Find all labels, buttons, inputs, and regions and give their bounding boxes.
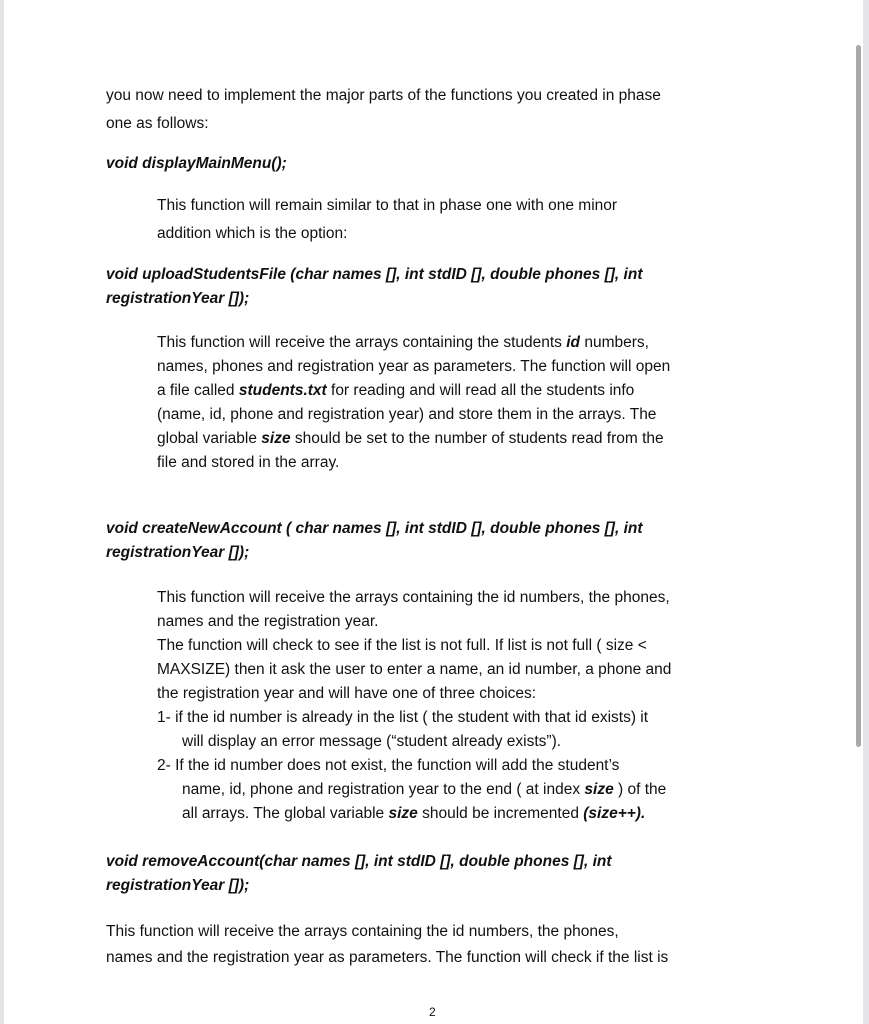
emphasized-text: registrationYear []);	[106, 290, 250, 307]
vertical-scrollbar[interactable]	[856, 45, 861, 747]
text-line	[157, 684, 536, 704]
viewer-left-border	[0, 0, 4, 1024]
emphasized-text: (size++).	[583, 805, 646, 822]
text-line	[157, 660, 671, 680]
text-segment: a file called	[157, 382, 239, 399]
text-segment: file and stored in the array.	[157, 454, 340, 471]
emphasized-text: size	[261, 430, 291, 447]
emphasized-text: void removeAccount(char names [], int stdID [], double phones [], int	[106, 853, 612, 870]
emphasized-text: size	[584, 781, 614, 798]
text-line	[106, 922, 619, 942]
emphasized-text: registrationYear []);	[106, 877, 250, 894]
emphasized-text: void uploadStudentsFile (char names [], int stdID [], double phones [], int	[106, 266, 643, 283]
text-segment: global variable	[157, 430, 262, 447]
emphasized-text: students.txt	[238, 382, 327, 399]
text-segment: the registration year and will have one of three choices:	[157, 685, 537, 702]
emphasized-text: id	[566, 334, 581, 351]
text-segment: all arrays. The global variable	[182, 805, 389, 822]
text-segment: names and the registration year as parameters. The function will check if the list is	[106, 949, 669, 966]
text-line	[106, 114, 209, 134]
text-line	[106, 289, 249, 309]
text-line	[182, 804, 645, 824]
text-segment: ) of the	[613, 781, 667, 798]
text-line	[106, 519, 643, 539]
emphasized-text: size	[388, 805, 418, 822]
text-segment: one as follows:	[106, 115, 209, 132]
text-line	[106, 86, 661, 106]
text-line	[157, 588, 670, 608]
text-segment: should be incremented	[417, 805, 584, 822]
text-segment: will display an error message (“student already exists”).	[182, 733, 562, 750]
text-segment: 2- If the id number does not exist, the function will add the student’s	[157, 757, 620, 774]
text-segment: MAXSIZE) then it ask the user to enter a name, an id number, a phone and	[157, 661, 672, 678]
text-segment: you now need to implement the major parts of the functions you created in phase	[106, 87, 661, 104]
text-segment: This function will receive the arrays containing the id numbers, the phones,	[106, 923, 619, 940]
text-line	[157, 381, 634, 401]
text-segment: names and the registration year.	[157, 613, 379, 630]
text-line	[106, 948, 668, 968]
text-segment: The function will check to see if the list is not full. If list is not full ( size <	[157, 637, 647, 654]
text-line	[106, 265, 642, 285]
text-segment: addition which is the option:	[157, 225, 348, 242]
emphasized-text: void displayMainMenu();	[106, 155, 287, 172]
text-segment: names, phones and registration year as parameters. The function will open	[157, 358, 671, 375]
text-line	[157, 708, 648, 728]
text-segment: for reading and will read all the students info	[326, 382, 635, 399]
text-segment: This function will remain similar to that in phase one with one minor	[157, 197, 618, 214]
viewer-right-border	[863, 0, 869, 1024]
text-line	[157, 357, 670, 377]
text-segment: name, id, phone and registration year to the end ( at index	[182, 781, 585, 798]
text-line	[157, 333, 649, 353]
page-number: 2	[429, 1005, 436, 1019]
text-line	[157, 224, 347, 244]
text-line	[106, 154, 287, 174]
text-segment: This function will receive the arrays containing the students	[157, 334, 567, 351]
text-line	[106, 852, 612, 872]
text-segment: should be set to the number of students read from the	[290, 430, 664, 447]
text-segment: This function will receive the arrays containing the id numbers, the phones,	[157, 589, 670, 606]
text-segment: numbers,	[580, 334, 649, 351]
text-line	[157, 453, 339, 473]
text-line	[157, 756, 619, 776]
text-line	[157, 429, 664, 449]
text-line	[157, 196, 617, 216]
text-line	[106, 876, 249, 896]
text-line	[157, 405, 656, 425]
emphasized-text: void createNewAccount ( char names [], int stdID [], double phones [], int	[106, 520, 643, 537]
text-line	[157, 636, 647, 656]
text-line	[182, 732, 561, 752]
text-segment: 1- if the id number is already in the list ( the student with that id exists) it	[157, 709, 649, 726]
emphasized-text: registrationYear []);	[106, 544, 250, 561]
text-line	[182, 780, 666, 800]
text-segment: (name, id, phone and registration year) and store them in the arrays. The	[157, 406, 657, 423]
text-line	[157, 612, 378, 632]
text-line	[106, 543, 249, 563]
